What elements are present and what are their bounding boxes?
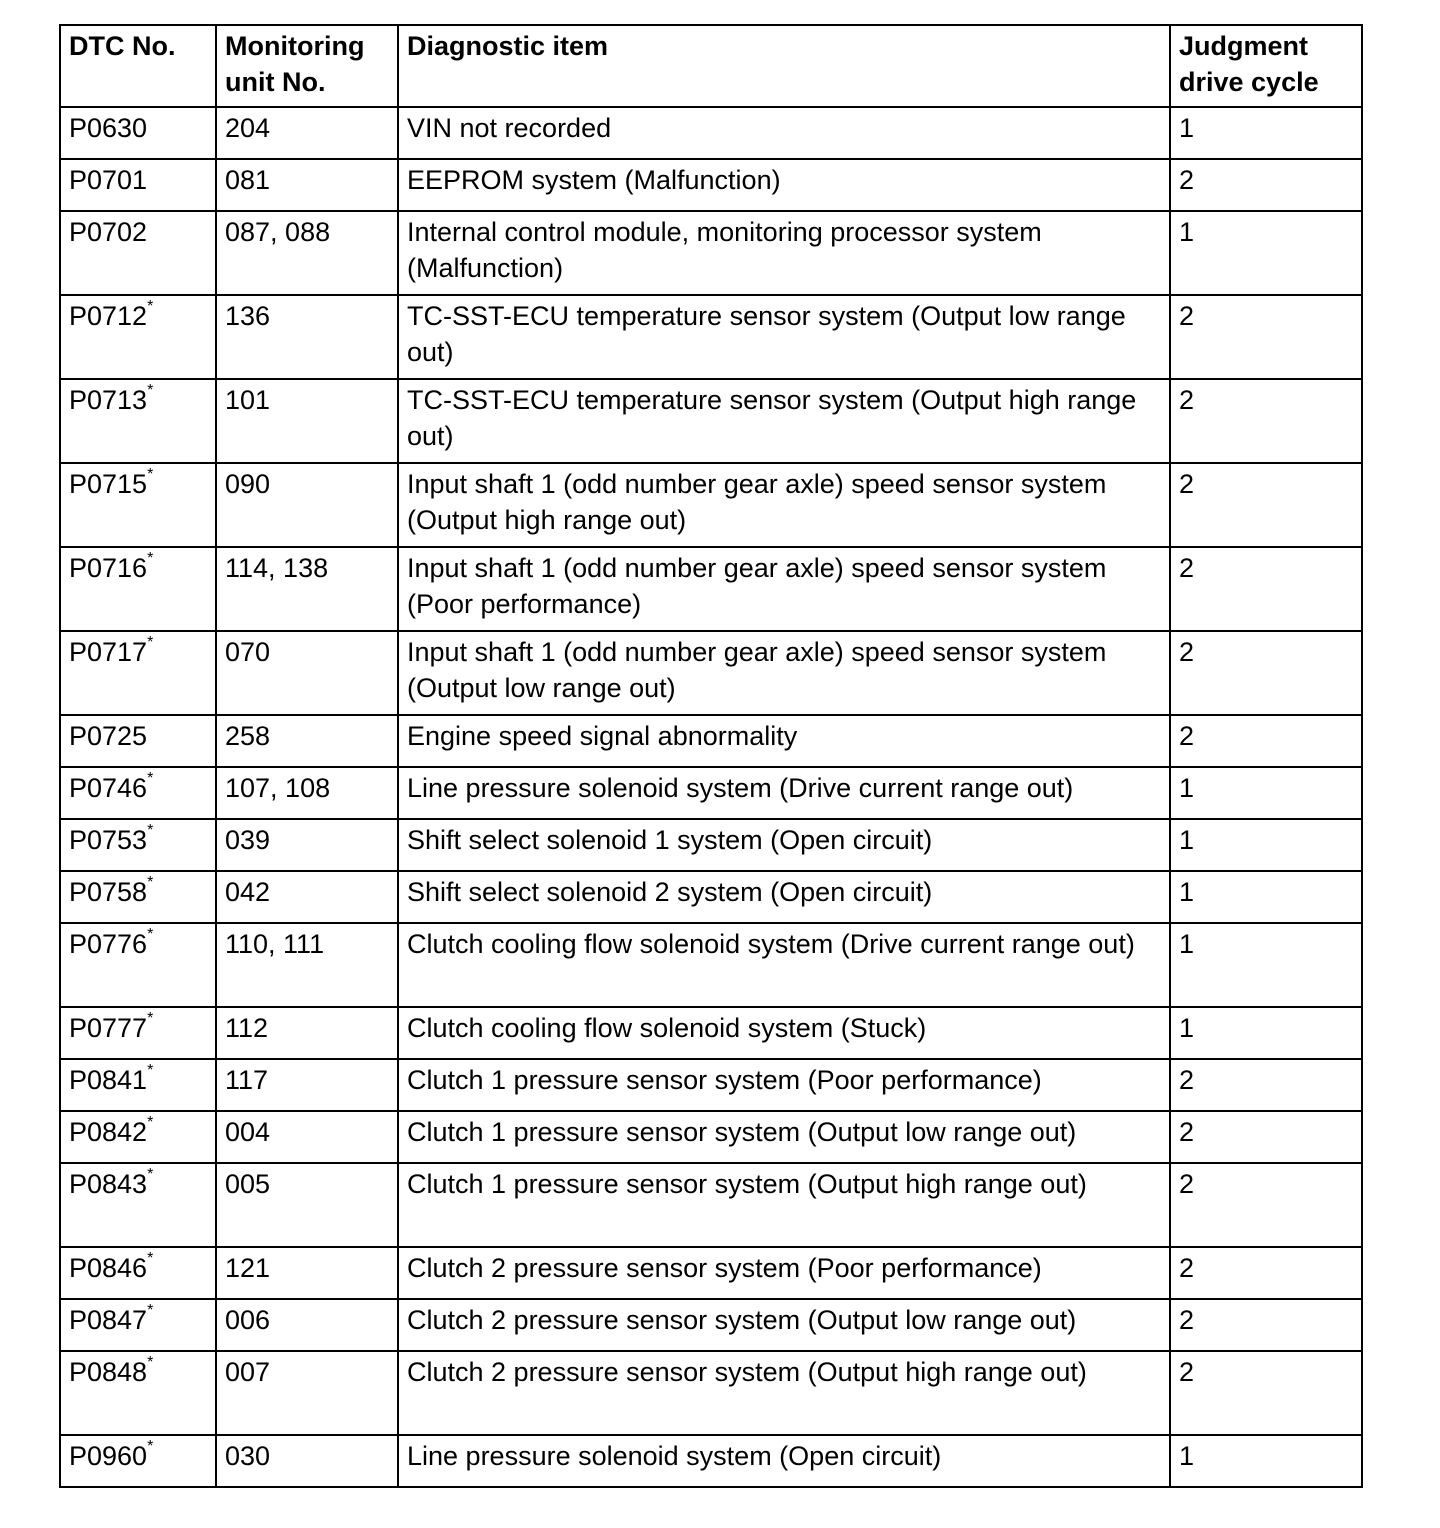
dtc-code-cell: P0746* bbox=[60, 767, 216, 819]
judgment-cycle-cell: 1 bbox=[1170, 107, 1362, 159]
dtc-code-cell: P0712* bbox=[60, 295, 216, 379]
judgment-cycle-cell: 2 bbox=[1170, 547, 1362, 631]
diagnostic-item-cell: Clutch 1 pressure sensor system (Output low range out) bbox=[398, 1111, 1170, 1163]
table-row bbox=[60, 1007, 1362, 1059]
judgment-cycle-cell: 1 bbox=[1170, 211, 1362, 295]
table-row bbox=[60, 463, 1362, 547]
judgment-cycle-cell: 2 bbox=[1170, 631, 1362, 715]
table-row bbox=[60, 767, 1362, 819]
diagnostic-item-cell: Clutch 2 pressure sensor system (Poor performance) bbox=[398, 1247, 1170, 1299]
table-row bbox=[60, 923, 1362, 1007]
diagnostic-item-cell: Input shaft 1 (odd number gear axle) speed sensor system (Poor performance) bbox=[398, 547, 1170, 631]
dtc-code-cell: P0725 bbox=[60, 715, 216, 767]
dtc-code-cell: P0753* bbox=[60, 819, 216, 871]
monitoring-unit-cell: 087, 088 bbox=[216, 211, 398, 295]
judgment-cycle-cell: 1 bbox=[1170, 1007, 1362, 1059]
monitoring-unit-cell: 005 bbox=[216, 1163, 398, 1247]
dtc-code-cell: P0717* bbox=[60, 631, 216, 715]
dtc-code-cell: P0716* bbox=[60, 547, 216, 631]
table-row bbox=[60, 547, 1362, 631]
monitoring-unit-cell: 136 bbox=[216, 295, 398, 379]
diagnostic-item-cell: Clutch cooling flow solenoid system (Drive current range out) bbox=[398, 923, 1170, 1007]
monitoring-unit-cell: 090 bbox=[216, 463, 398, 547]
table-row bbox=[60, 295, 1362, 379]
dtc-code-cell: P0847* bbox=[60, 1299, 216, 1351]
diagnostic-item-cell: Shift select solenoid 2 system (Open circuit) bbox=[398, 871, 1170, 923]
table-row bbox=[60, 1435, 1362, 1487]
diagnostic-item-cell: Clutch cooling flow solenoid system (Stuck) bbox=[398, 1007, 1170, 1059]
table-row bbox=[60, 211, 1362, 295]
table-row bbox=[60, 631, 1362, 715]
dtc-table bbox=[59, 24, 1363, 1488]
judgment-cycle-cell: 2 bbox=[1170, 1351, 1362, 1435]
diagnostic-item-cell: Internal control module, monitoring processor system (Malfunction) bbox=[398, 211, 1170, 295]
judgment-cycle-cell: 1 bbox=[1170, 819, 1362, 871]
diagnostic-item-cell: Clutch 1 pressure sensor system (Poor performance) bbox=[398, 1059, 1170, 1111]
monitoring-unit-cell: 204 bbox=[216, 107, 398, 159]
judgment-cycle-cell: 1 bbox=[1170, 871, 1362, 923]
diagnostic-item-cell: Input shaft 1 (odd number gear axle) speed sensor system (Output high range out) bbox=[398, 463, 1170, 547]
diagnostic-item-cell: Engine speed signal abnormality bbox=[398, 715, 1170, 767]
judgment-cycle-cell: 2 bbox=[1170, 463, 1362, 547]
monitoring-unit-cell: 004 bbox=[216, 1111, 398, 1163]
monitoring-unit-cell: 081 bbox=[216, 159, 398, 211]
table-row bbox=[60, 1163, 1362, 1247]
diagnostic-item-cell: Line pressure solenoid system (Open circuit) bbox=[398, 1435, 1170, 1487]
monitoring-unit-cell: 107, 108 bbox=[216, 767, 398, 819]
monitoring-unit-cell: 030 bbox=[216, 1435, 398, 1487]
monitoring-unit-cell: 110, 111 bbox=[216, 923, 398, 1007]
table-row bbox=[60, 159, 1362, 211]
monitoring-unit-cell: 117 bbox=[216, 1059, 398, 1111]
table-row bbox=[60, 871, 1362, 923]
diagnostic-item-cell: Clutch 2 pressure sensor system (Output low range out) bbox=[398, 1299, 1170, 1351]
monitoring-unit-cell: 006 bbox=[216, 1299, 398, 1351]
monitoring-unit-cell: 114, 138 bbox=[216, 547, 398, 631]
diagnostic-item-cell: TC-SST-ECU temperature sensor system (Output low range out) bbox=[398, 295, 1170, 379]
judgment-cycle-cell: 1 bbox=[1170, 1435, 1362, 1487]
table-row bbox=[60, 1059, 1362, 1111]
dtc-code-cell: P0841* bbox=[60, 1059, 216, 1111]
dtc-code-cell: P0842* bbox=[60, 1111, 216, 1163]
table-row bbox=[60, 379, 1362, 463]
dtc-code-cell: P0701 bbox=[60, 159, 216, 211]
dtc-code-cell: P0846* bbox=[60, 1247, 216, 1299]
diagnostic-item-cell: Clutch 1 pressure sensor system (Output high range out) bbox=[398, 1163, 1170, 1247]
judgment-cycle-cell: 2 bbox=[1170, 1059, 1362, 1111]
dtc-code-cell: P0843* bbox=[60, 1163, 216, 1247]
monitoring-unit-cell: 070 bbox=[216, 631, 398, 715]
dtc-code-cell: P0848* bbox=[60, 1351, 216, 1435]
judgment-cycle-cell: 1 bbox=[1170, 923, 1362, 1007]
table-row bbox=[60, 1299, 1362, 1351]
dtc-code-cell: P0758* bbox=[60, 871, 216, 923]
diagnostic-item-cell: Shift select solenoid 1 system (Open circuit) bbox=[398, 819, 1170, 871]
monitoring-unit-cell: 101 bbox=[216, 379, 398, 463]
dtc-code-cell: P0715* bbox=[60, 463, 216, 547]
monitoring-unit-cell: 007 bbox=[216, 1351, 398, 1435]
table-row bbox=[60, 1247, 1362, 1299]
header-judgment-drive-cycle: Judgment drive cycle bbox=[1170, 25, 1362, 107]
judgment-cycle-cell: 2 bbox=[1170, 379, 1362, 463]
monitoring-unit-cell: 112 bbox=[216, 1007, 398, 1059]
table-row bbox=[60, 1351, 1362, 1435]
dtc-code-cell: P0777* bbox=[60, 1007, 216, 1059]
dtc-code-cell: P0776* bbox=[60, 923, 216, 1007]
judgment-cycle-cell: 2 bbox=[1170, 295, 1362, 379]
dtc-code-cell: P0713* bbox=[60, 379, 216, 463]
header-diagnostic-item: Diagnostic item bbox=[398, 25, 1170, 107]
diagnostic-item-cell: Input shaft 1 (odd number gear axle) speed sensor system (Output low range out) bbox=[398, 631, 1170, 715]
diagnostic-item-cell: TC-SST-ECU temperature sensor system (Output high range out) bbox=[398, 379, 1170, 463]
judgment-cycle-cell: 1 bbox=[1170, 767, 1362, 819]
dtc-code-cell: P0960* bbox=[60, 1435, 216, 1487]
monitoring-unit-cell: 039 bbox=[216, 819, 398, 871]
diagnostic-item-cell: Line pressure solenoid system (Drive current range out) bbox=[398, 767, 1170, 819]
header-monitoring-unit-no: Monitoring unit No. bbox=[216, 25, 398, 107]
judgment-cycle-cell: 2 bbox=[1170, 715, 1362, 767]
table-row bbox=[60, 819, 1362, 871]
table-row bbox=[60, 715, 1362, 767]
judgment-cycle-cell: 2 bbox=[1170, 1299, 1362, 1351]
diagnostic-item-cell: Clutch 2 pressure sensor system (Output high range out) bbox=[398, 1351, 1170, 1435]
judgment-cycle-cell: 2 bbox=[1170, 159, 1362, 211]
monitoring-unit-cell: 121 bbox=[216, 1247, 398, 1299]
judgment-cycle-cell: 2 bbox=[1170, 1111, 1362, 1163]
judgment-cycle-cell: 2 bbox=[1170, 1163, 1362, 1247]
diagnostic-item-cell: VIN not recorded bbox=[398, 107, 1170, 159]
table-header-row bbox=[60, 25, 1362, 107]
monitoring-unit-cell: 258 bbox=[216, 715, 398, 767]
judgment-cycle-cell: 2 bbox=[1170, 1247, 1362, 1299]
table-row bbox=[60, 1111, 1362, 1163]
table-row bbox=[60, 107, 1362, 159]
dtc-code-cell: P0702 bbox=[60, 211, 216, 295]
monitoring-unit-cell: 042 bbox=[216, 871, 398, 923]
header-dtc-no: DTC No. bbox=[60, 25, 216, 107]
dtc-code-cell: P0630 bbox=[60, 107, 216, 159]
diagnostic-item-cell: EEPROM system (Malfunction) bbox=[398, 159, 1170, 211]
